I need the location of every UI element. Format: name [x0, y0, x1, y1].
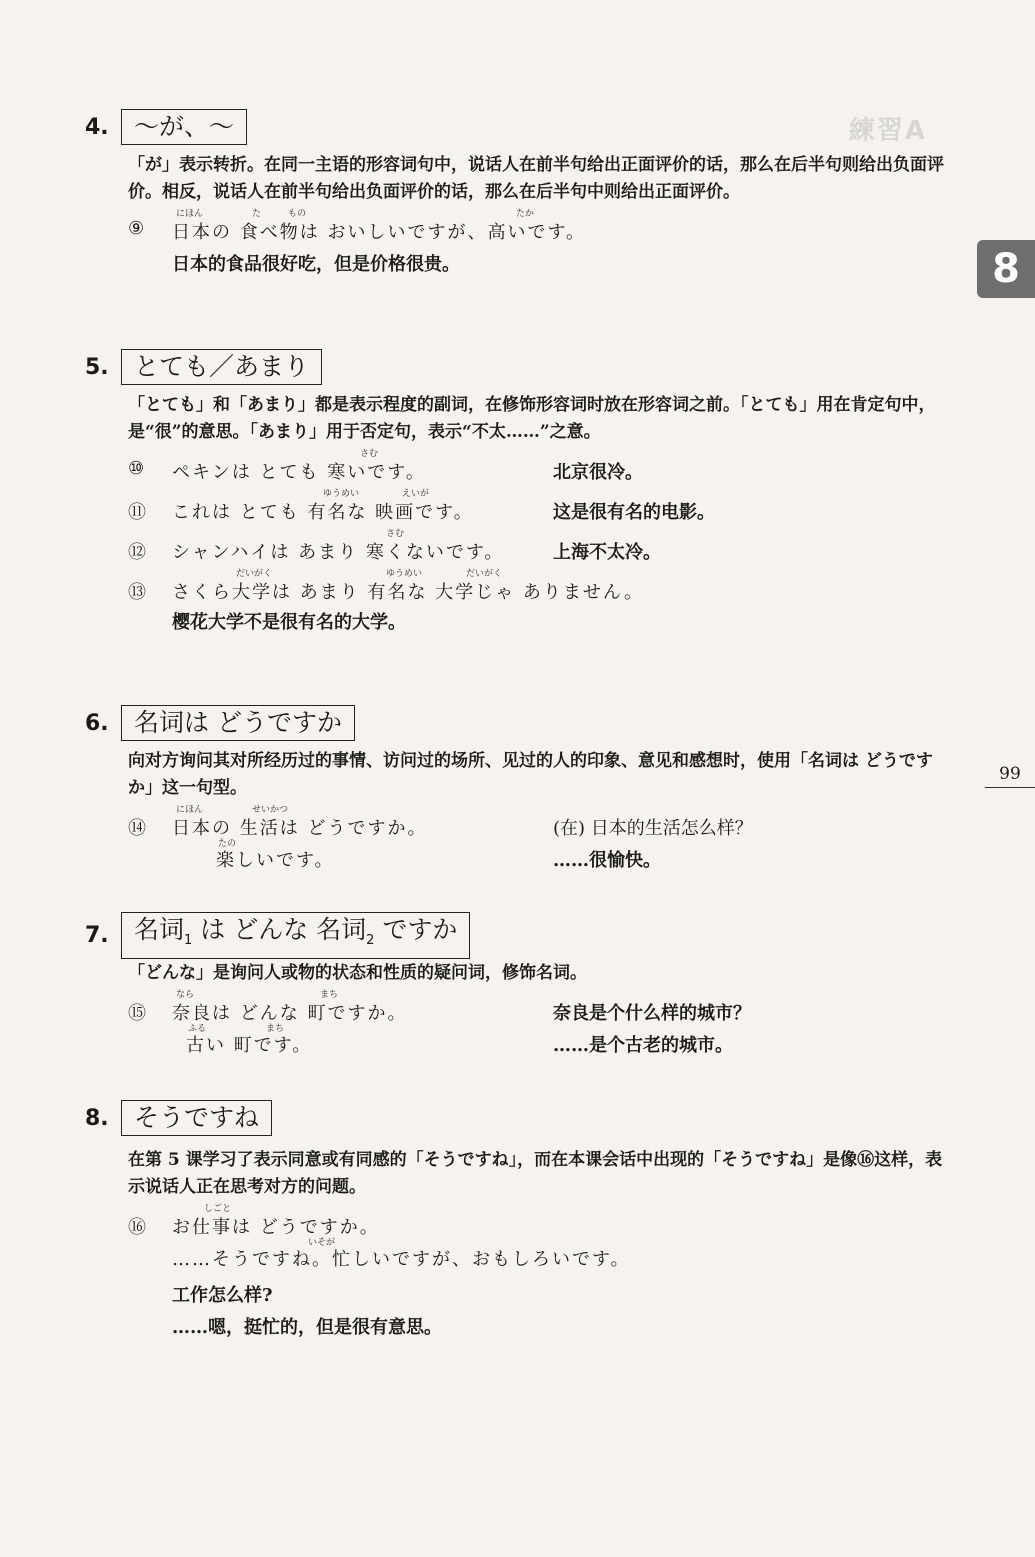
example [128, 446, 945, 486]
section-title [121, 912, 470, 959]
furigana: せいかつ [252, 805, 289, 815]
example-japanese-reply: 楽しいです。 [216, 850, 335, 871]
example-chinese: 工作怎么样? [172, 1285, 273, 1306]
section-paragraph: 在第 5 课学习了表示同意或有同感的「そうですね」，而在本课会话中出现的「そうですね」是像⑯这样，表示说话人正在思考对方的问题。 [128, 1150, 943, 1197]
furigana: さむ [386, 529, 405, 539]
example-number: ⑪ [128, 502, 146, 523]
example-chinese: 奈良是个什么样的城市？ [553, 1003, 751, 1024]
example-chinese: 北京很冷。 [553, 462, 643, 483]
example-japanese-reply: 古い 町です。 [186, 1035, 313, 1056]
example [128, 206, 945, 276]
example [128, 987, 945, 1057]
section-paragraph: 「とても」和「あまり」都是表示程度的副词，在修饰形容词时放在形容词之前。「とても」用在肯定句中，是“很”的意思。「あまり」用于否定句，表示“不太……”之意。 [128, 395, 936, 442]
example [128, 526, 945, 566]
chapter-tab: 8 [977, 240, 1035, 298]
section-paragraph: 向对方询问其对所经历过的事情、访问过的场所、见过的人的印象、意见和感想时，使用「名词は どうですか」这一句型。 [128, 751, 933, 798]
section-number: 4. [85, 114, 109, 140]
example-japanese: ペキンは とても 寒いです。 [172, 462, 426, 483]
example-number: ⑬ [128, 582, 146, 603]
furigana: だいがく [466, 569, 503, 579]
example [128, 802, 945, 872]
example-number: ⑯ [128, 1217, 146, 1238]
furigana: だいがく [236, 569, 273, 579]
example-japanese: 日本の 生活は どうですか。 [172, 818, 428, 839]
subscript: 2 [366, 932, 375, 948]
section-paragraph: 「どんな」是询问人或物的状态和性质的疑问词，修饰名词。 [128, 963, 587, 983]
example-chinese-reply: ……是个古老的城市。 [553, 1035, 733, 1056]
furigana: いそが [308, 1238, 336, 1248]
section-paragraph: 「が」表示转折。在同一主语的形容词句中，说话人在前半句给出正面评价的话，那么在后半句则给出负面评价。相反，说话人在前半句给出负面评价的话，那么在后半句中则给出正面评价。 [128, 155, 944, 202]
example-chinese-reply: ……嗯，挺忙的，但是很有意思。 [172, 1317, 442, 1338]
furigana: しごと [204, 1204, 232, 1214]
furigana: まち [266, 1024, 285, 1034]
furigana: えいが [402, 489, 430, 499]
furigana: たの [218, 839, 237, 849]
furigana: まち [320, 990, 339, 1000]
example [128, 566, 945, 636]
section-5 [85, 348, 945, 636]
title-part: ですか [382, 914, 458, 944]
example-chinese: 上海不太冷。 [553, 542, 661, 563]
section-6 [85, 704, 945, 872]
example-japanese: さくら大学は あまり 有名な 大学じゃ ありません。 [172, 582, 644, 603]
section-number: 6. [85, 710, 109, 736]
subscript: 1 [184, 932, 193, 948]
example-chinese: 这是很有名的电影。 [553, 502, 715, 523]
example-japanese: シャンハイは あまり 寒くないです。 [172, 542, 505, 563]
section-title: とても／あまり [121, 349, 322, 385]
example-number: ⑩ [128, 458, 145, 479]
example-chinese: 樱花大学不是很有名的大学。 [172, 612, 406, 633]
example-number: ⑨ [128, 218, 145, 239]
section-title: 名词は どうですか [121, 705, 355, 741]
section-title: ～が、～ [121, 109, 247, 145]
section-number: 7. [85, 922, 109, 948]
furigana: にほん [176, 209, 204, 219]
title-part: 名词 [134, 914, 185, 944]
example-number: ⑮ [128, 1003, 146, 1024]
example-chinese: 日本的食品很好吃，但是价格很贵。 [172, 254, 460, 275]
section-title: そうですね [121, 1100, 272, 1136]
furigana: たか [516, 209, 535, 219]
example-japanese: 奈良は どんな 町ですか。 [172, 1003, 408, 1024]
example [128, 1201, 945, 1341]
furigana: さむ [360, 449, 379, 459]
section-8 [85, 1099, 945, 1341]
furigana: ゆうめい [386, 569, 423, 579]
example-chinese-reply: ……很愉快。 [553, 850, 661, 871]
example-japanese: お仕事は どうですか。 [172, 1217, 380, 1238]
section-number: 8. [85, 1105, 109, 1131]
ghost-heading: 練習A [848, 116, 927, 146]
example-japanese-reply: ……そうですね。忙しいですが、おもしろいです。 [172, 1249, 631, 1270]
example-number: ⑭ [128, 818, 146, 839]
furigana: にほん [176, 805, 204, 815]
furigana: ゆうめい [323, 489, 360, 499]
furigana: なら [176, 990, 195, 1000]
section-7 [85, 916, 945, 1057]
furigana: ふる [188, 1024, 207, 1034]
furigana: た [252, 209, 262, 219]
example-number: ⑫ [128, 542, 146, 563]
furigana: もの [288, 209, 307, 219]
example [128, 486, 945, 526]
section-4 [85, 108, 945, 276]
section-number: 5. [85, 354, 109, 380]
example-chinese: (在) 日本的生活怎么样？ [553, 818, 753, 839]
example-japanese: 日本の 食べ物は おいしいですが、高いです。 [172, 222, 587, 243]
title-part: は どんな 名词 [200, 914, 367, 944]
page-number: 99 [985, 764, 1035, 788]
example-japanese: これは とても 有名な 映画です。 [172, 502, 474, 523]
